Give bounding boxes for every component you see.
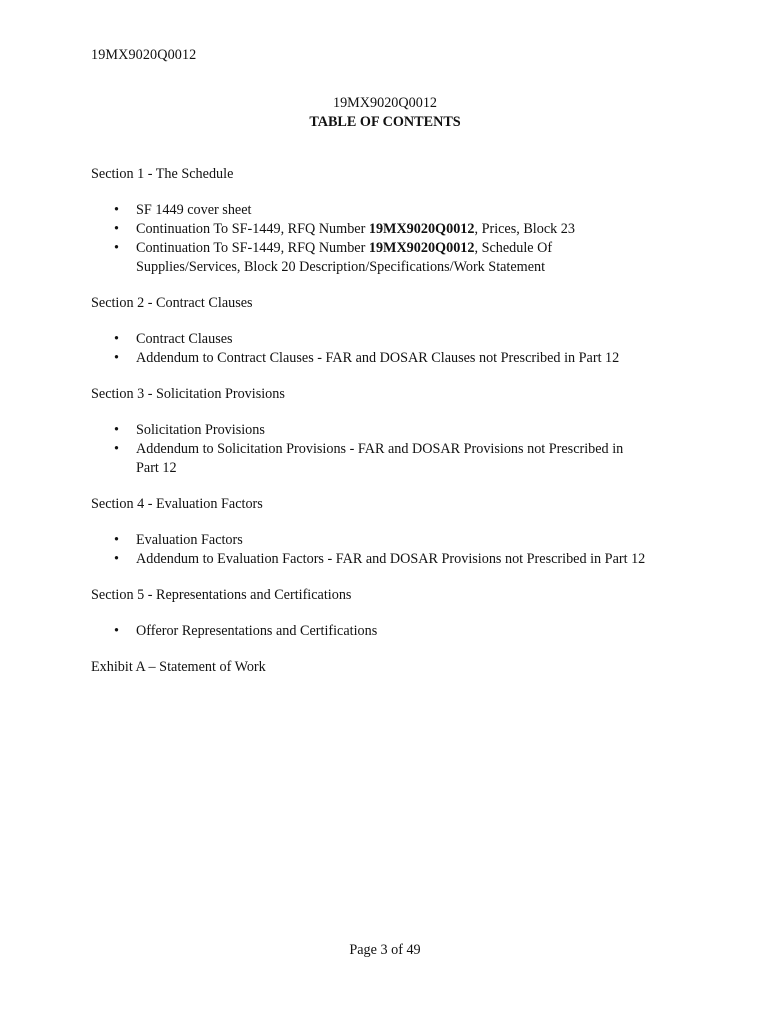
title-doc-id: 19MX9020Q0012 <box>332 95 438 111</box>
item-text: Evaluation Factors <box>136 532 243 548</box>
bullet-icon: • <box>114 240 119 256</box>
item-text: Continuation To SF-1449, RFQ Number <box>136 221 369 237</box>
bullet-icon: • <box>114 441 119 457</box>
list-item <box>91 201 701 220</box>
item-text-continuation: Supplies/Services, Block 20 Description/Specifications/Work Statement <box>136 259 546 275</box>
section-heading-2: Section 2 - Contract Clauses <box>91 295 253 311</box>
item-text: Continuation To SF-1449, RFQ Number <box>136 240 369 256</box>
bullet-icon: • <box>114 422 119 438</box>
rfq-number: 19MX9020Q0012 <box>368 221 475 237</box>
section-3-item-list <box>91 421 701 478</box>
list-item <box>91 220 701 239</box>
list-item <box>91 550 701 569</box>
page-title: TABLE OF CONTENTS <box>309 114 461 130</box>
list-item <box>91 349 701 368</box>
section-heading-3: Section 3 - Solicitation Provisions <box>91 386 285 402</box>
list-item <box>91 531 701 550</box>
section-heading-1: Section 1 - The Schedule <box>91 166 234 182</box>
page-number: Page 3 of 49 <box>349 942 421 958</box>
bullet-icon: • <box>114 221 119 237</box>
item-text-suffix: , Prices, Block 23 <box>474 221 575 237</box>
item-text: Solicitation Provisions <box>136 422 265 438</box>
table-of-contents <box>91 165 701 677</box>
item-text-suffix: , Schedule Of <box>474 240 553 256</box>
section-4-item-list <box>91 531 701 569</box>
section-5-item-list <box>91 622 701 641</box>
item-text: Addendum to Solicitation Provisions - FAR and DOSAR Provisions not Prescribed in <box>136 441 624 457</box>
title-block <box>0 94 770 132</box>
rfq-number: 19MX9020Q0012 <box>368 240 475 256</box>
item-text: Addendum to Contract Clauses - FAR and DOSAR Clauses not Prescribed in Part 12 <box>136 350 620 366</box>
item-text: Contract Clauses <box>136 331 233 347</box>
item-text: SF 1449 cover sheet <box>136 202 252 218</box>
item-text-continuation: Part 12 <box>136 460 177 476</box>
exhibit-heading: Exhibit A – Statement of Work <box>91 659 266 675</box>
section-heading-4: Section 4 - Evaluation Factors <box>91 496 263 512</box>
section-1-item-list <box>91 201 701 277</box>
list-item <box>91 421 701 440</box>
section-2-item-list <box>91 330 701 368</box>
document-id-header: 19MX9020Q0012 <box>91 47 197 63</box>
list-item <box>91 622 701 641</box>
bullet-icon: • <box>114 331 119 347</box>
item-text: Addendum to Evaluation Factors - FAR and DOSAR Provisions not Prescribed in Part 12 <box>136 551 646 567</box>
bullet-icon: • <box>114 202 119 218</box>
bullet-icon: • <box>114 551 119 567</box>
bullet-icon: • <box>114 623 119 639</box>
bullet-icon: • <box>114 532 119 548</box>
list-item <box>91 239 701 277</box>
bullet-icon: • <box>114 350 119 366</box>
section-heading-5: Section 5 - Representations and Certifications <box>91 587 352 603</box>
list-item <box>91 330 701 349</box>
list-item <box>91 440 701 478</box>
item-text: Offeror Representations and Certifications <box>136 623 378 639</box>
